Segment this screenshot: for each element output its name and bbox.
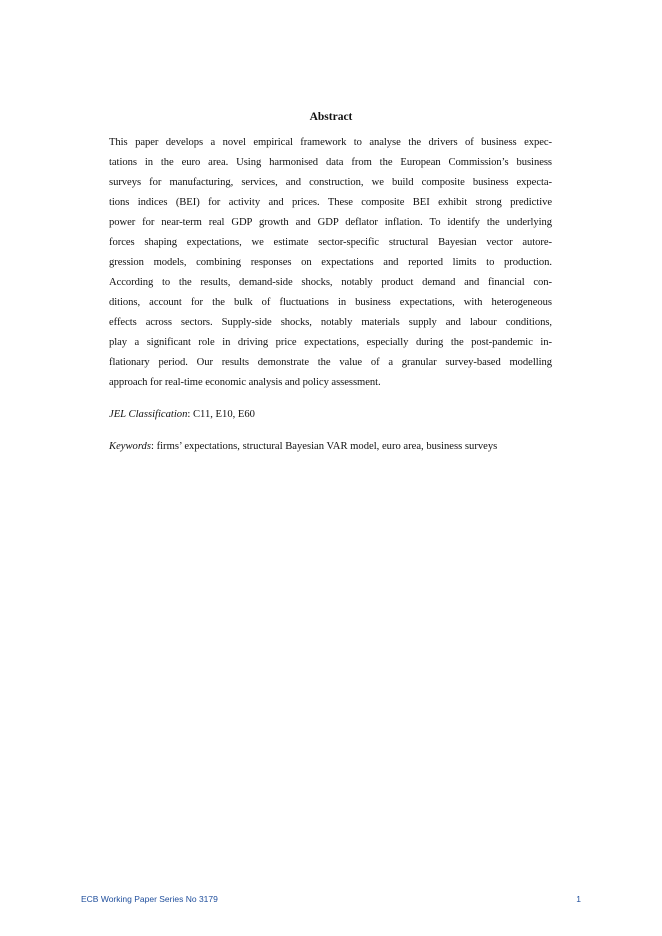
jel-codes: : C11, E10, E60 (187, 409, 255, 420)
abstract-line: surveys for manufacturing, services, and construction, we build composite business expecta- (109, 177, 552, 188)
abstract-line: tions indices (BEI) for activity and prices. These composite BEI exhibit strong predictive (109, 197, 552, 208)
abstract-line: play a significant role in driving price expectations, especially during the post-pandemic in- (109, 337, 552, 348)
abstract-line: ditions, account for the bulk of fluctuations in business expectations, with heterogeneous (109, 297, 552, 308)
jel-label: JEL Classification (109, 409, 188, 420)
abstract-line: effects across sectors. Supply-side shocks, notably materials supply and labour conditions, (109, 317, 552, 328)
footer-series-title: ECB Working Paper Series No 3179 (81, 894, 218, 904)
keywords (109, 440, 552, 454)
abstract-line: forces shaping expectations, we estimate sector-specific structural Bayesian vector autore- (109, 237, 552, 248)
abstract-line: approach for real-time economic analysis and policy assessment. (109, 377, 381, 388)
abstract-line: According to the results, demand-side shocks, notably product demand and financial con- (109, 277, 552, 288)
abstract-line: gression models, combining responses on expectations and reported limits to production. (109, 257, 552, 268)
abstract-line: power for near-term real GDP growth and GDP deflator inflation. To identify the underlying (109, 217, 552, 228)
abstract-line: flationary period. Our results demonstrate the value of a granular survey-based modelling (109, 357, 552, 368)
abstract-heading: Abstract (309, 111, 353, 123)
abstract-line: tations in the euro area. Using harmonised data from the European Commission’s business (109, 157, 552, 168)
abstract-line: This paper develops a novel empirical framework to analyse the drivers of business expec- (109, 137, 552, 148)
keywords-label: Keywords (109, 441, 151, 452)
jel-classification (109, 408, 552, 422)
keywords-list: : firms’ expectations, structural Bayesian VAR model, euro area, business surveys (150, 441, 498, 452)
page-number: 1 (576, 894, 581, 904)
abstract-text (109, 133, 552, 393)
